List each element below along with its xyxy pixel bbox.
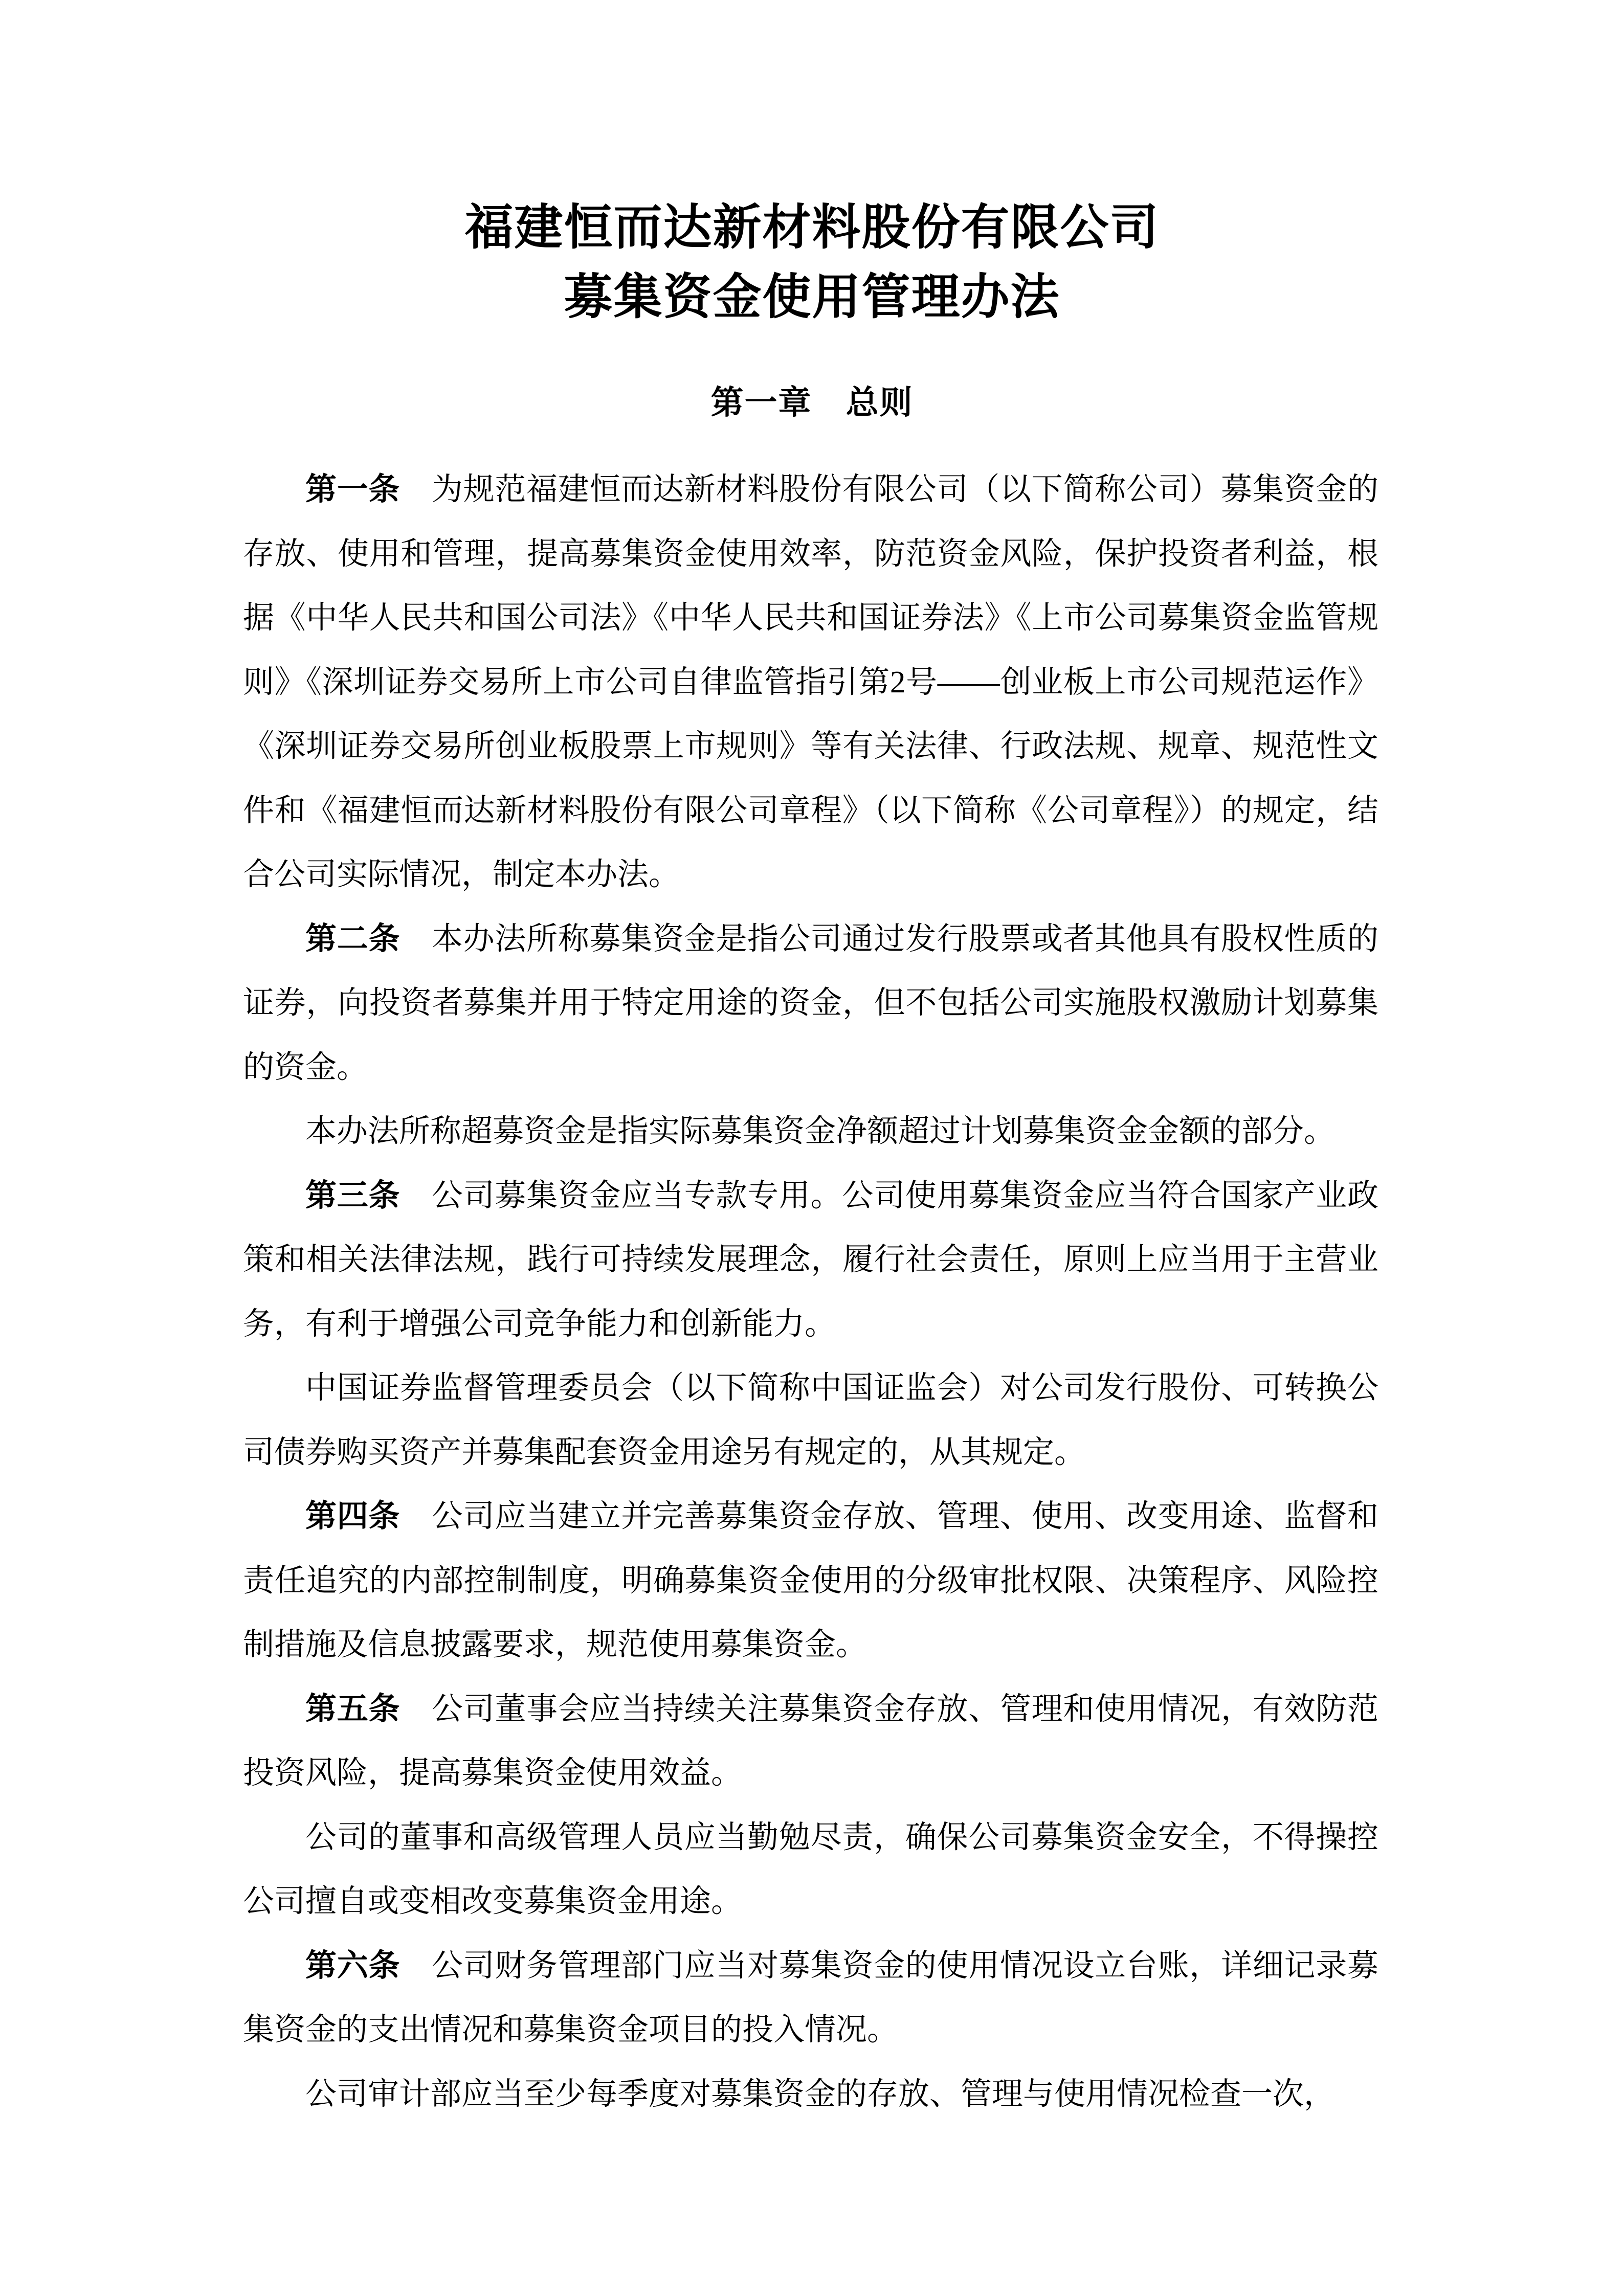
- paragraph-text-3: 本办法所称超募资金是指实际募集资金净额超过计划募集资金金额的部分。: [305, 1114, 1336, 1149]
- article-label-6: 第四条: [305, 1499, 401, 1534]
- paragraph-text-1: 为规范福建恒而达新材料股份有限公司（以下简称公司）募集资金的存放、使用和管理，提高募集资金使用效率，防范资金风险，保护投资者利益，根据《中华人民共和国公司法》《中华人民共和国证券法》《上市公司募集资金监管规则》《深圳证券交易所上市公司自律监管指引第2号——创业板上市公司规范运作》《深圳证券交易所创业板股票上市规则》等有关法律、行政法规、规章、规范性文件和《福建恒而达新材料股份有限公司章程》（以下简称《公司章程》）的规定，结合公司实际情况，制定本办法。: [243, 472, 1378, 892]
- paragraph-text-7: 公司董事会应当持续关注募集资金存放、管理和使用情况，有效防范投资风险，提高募集资金使用效益。: [243, 1692, 1378, 1790]
- paragraph-text-6: 公司应当建立并完善募集资金存放、管理、使用、改变用途、监督和责任追究的内部控制制度，明确募集资金使用的分级审批权限、决策程序、风险控制措施及信息披露要求，规范使用募集资金。: [243, 1499, 1378, 1662]
- document-title-line-1: 福建恒而达新材料股份有限公司: [464, 200, 1160, 255]
- paragraph-text-8: 公司的董事和高级管理人员应当勤勉尽责，确保公司募集资金安全，不得操控公司擅自或变相改变募集资金用途。: [243, 1820, 1378, 1919]
- paragraph-text-5: 中国证券监督管理委员会（以下简称中国证监会）对公司发行股份、可转换公司债券购买资产并募集配套资金用途另有规定的，从其规定。: [243, 1371, 1378, 1470]
- paragraph-10: [243, 2062, 1378, 2127]
- paragraph-2: [243, 907, 1378, 1100]
- paragraph-text-9: 公司财务管理部门应当对募集资金的使用情况设立台账，详细记录募集资金的支出情况和募集资金项目的投入情况。: [243, 1948, 1378, 2047]
- paragraph-8: [243, 1806, 1378, 1934]
- paragraph-text-2: 本办法所称募集资金是指公司通过发行股票或者其他具有股权性质的证券，向投资者募集并用于特定用途的资金，但不包括公司实施股权激励计划募集的资金。: [243, 921, 1378, 1085]
- paragraph-text-4: 公司募集资金应当专款专用。公司使用募集资金应当符合国家产业政策和相关法律法规，践行可持续发展理念，履行社会责任，原则上应当用于主营业务，有利于增强公司竞争能力和创新能力。: [243, 1178, 1378, 1341]
- paragraph-1: [243, 458, 1378, 907]
- article-label-2: 第二条: [305, 921, 401, 956]
- chapter-heading: 第一章 总则: [710, 385, 914, 421]
- document-title: [0, 193, 1624, 332]
- paragraph-9: [243, 1934, 1378, 2062]
- paragraph-text-10: 公司审计部应当至少每季度对募集资金的存放、管理与使用情况检查一次，: [305, 2077, 1336, 2111]
- article-label-9: 第六条: [305, 1948, 401, 1983]
- article-label-1: 第一条: [305, 472, 401, 507]
- paragraph-3: [243, 1099, 1378, 1164]
- document-title-line-2: 募集资金使用管理办法: [564, 270, 1060, 324]
- article-label-4: 第三条: [305, 1178, 401, 1213]
- article-label-7: 第五条: [305, 1692, 401, 1726]
- paragraph-7: [243, 1677, 1378, 1806]
- document-body: [243, 458, 1378, 2126]
- paragraph-4: [243, 1164, 1378, 1357]
- paragraph-6: [243, 1484, 1378, 1677]
- paragraph-5: [243, 1356, 1378, 1484]
